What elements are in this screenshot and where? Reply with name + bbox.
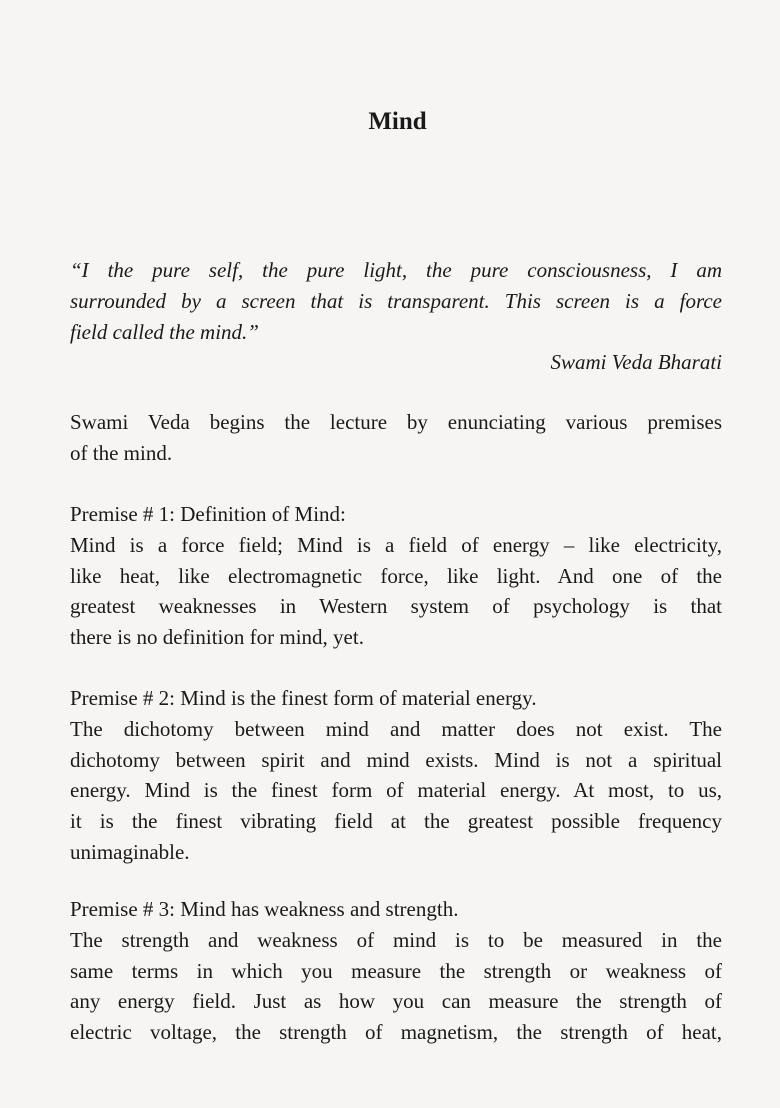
text-line: dichotomy between spirit and mind exists. Mind is not a spiritual xyxy=(70,747,722,772)
epigraph-quote xyxy=(70,255,722,378)
text-line: of the mind. xyxy=(70,440,173,465)
text-line: The dichotomy between mind and matter does not exist. The xyxy=(70,716,722,741)
intro-paragraph xyxy=(70,407,722,469)
text-line: energy. Mind is the finest form of material energy. At most, to us, xyxy=(70,778,722,803)
premise-1 xyxy=(70,499,722,653)
text-line: Mind is a force field; Mind is a field of energy – like electricity, xyxy=(70,532,722,557)
premise-heading: Premise # 3: Mind has weakness and strength. xyxy=(70,897,459,921)
text-line: it is the finest vibrating field at the greatest possible frequency xyxy=(70,809,722,834)
text-line: any energy field. Just as how you can measure the strength of xyxy=(70,989,722,1014)
quote-line: “I the pure self, the pure light, the pure consciousness, I am xyxy=(70,258,722,282)
premise-heading: Premise # 2: Mind is the finest form of material energy. xyxy=(70,686,537,710)
text-line: same terms in which you measure the strength or weakness of xyxy=(70,958,722,983)
text-line: The strength and weakness of mind is to be measured in the xyxy=(70,927,722,952)
premise-heading: Premise # 1: Definition of Mind: xyxy=(70,502,346,526)
text-line: like heat, like electromagnetic force, like light. And one of the xyxy=(70,563,722,588)
page-title: Mind xyxy=(368,108,427,135)
quote-line: field called the mind.” xyxy=(70,319,259,344)
text-line: unimaginable. xyxy=(70,839,190,864)
text-line: Swami Veda begins the lecture by enunciating various premises xyxy=(70,410,722,434)
text-line: electric voltage, the strength of magnetism, the strength of heat, xyxy=(70,1020,722,1045)
text-line: greatest weaknesses in Western system of psychology is that xyxy=(70,594,722,619)
quote-line: surrounded by a screen that is transparent. This screen is a force xyxy=(70,288,722,313)
text-line: there is no definition for mind, yet. xyxy=(70,625,364,650)
premise-3 xyxy=(70,894,722,1048)
premise-2 xyxy=(70,683,722,868)
quote-attribution: Swami Veda Bharati xyxy=(550,350,722,375)
